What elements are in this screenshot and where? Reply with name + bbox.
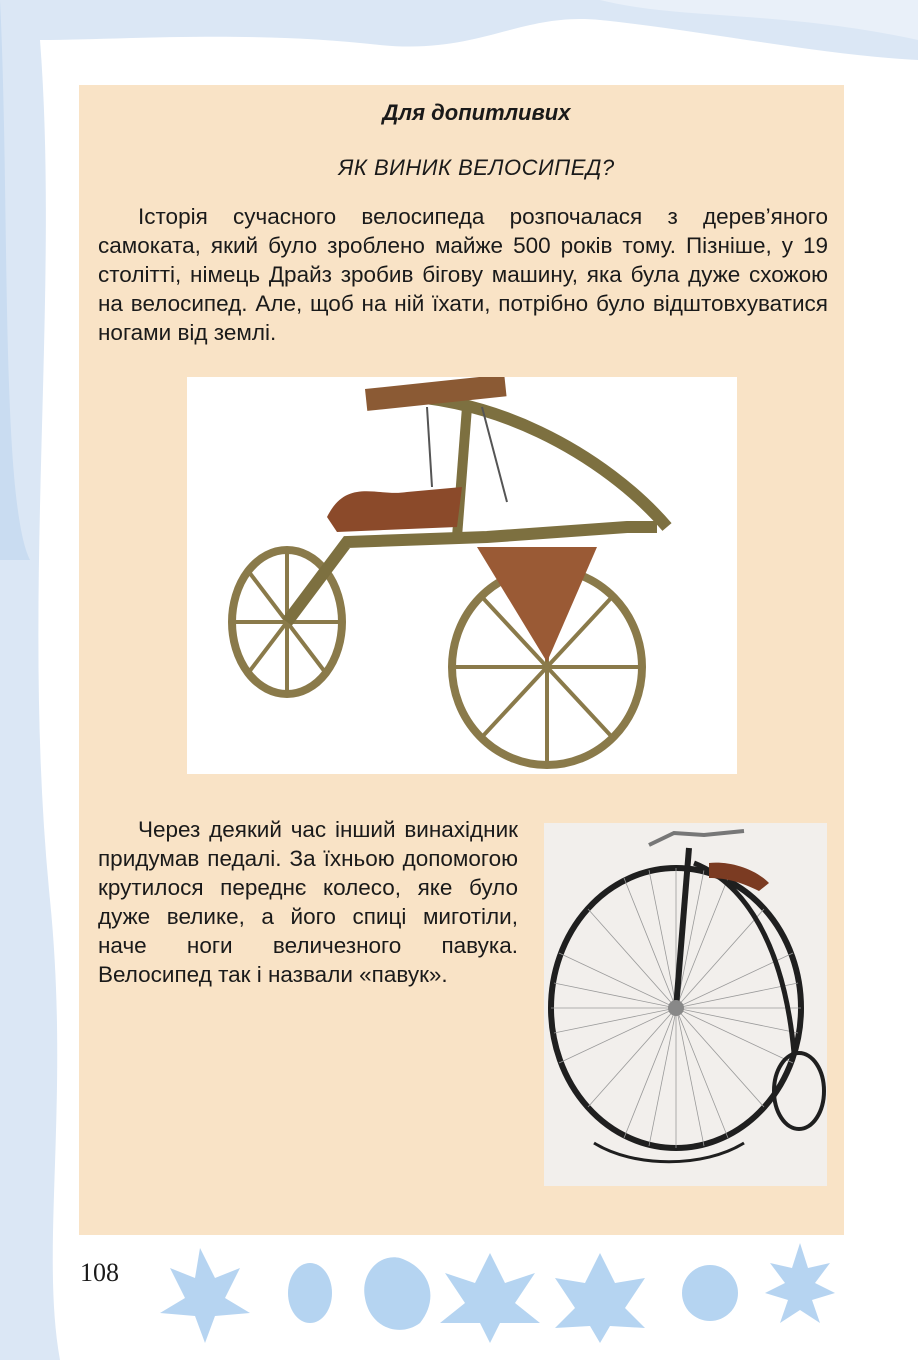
info-panel bbox=[79, 85, 844, 1235]
paragraph-history: Історія сучасного велосипеда розпочалася з дерев’яного самоката, який було зроблено майже 500 років тому. Пізніше, у 19 столітті, німець Драйз зробив бігову машину, яка була дуже схожою на велосипед. Але, щоб на ній їхати, потрібно було відштовхуватися ногами від землі. bbox=[98, 204, 828, 345]
paragraph-pedals: Через деякий час інший винахідник придумав педалі. За їхньою допомогою крутилося переднє колесо, яке було дуже велике, а його спиці миготіли, наче ноги величезного павука. Велосипед так і назвали «павук». bbox=[98, 817, 518, 987]
penny-farthing-photo bbox=[544, 823, 827, 1186]
wooden-draisine-photo bbox=[187, 377, 737, 774]
page-number: 108 bbox=[80, 1258, 119, 1287]
leaf-border-decoration bbox=[160, 1238, 860, 1348]
article-title: ЯК ВИНИК ВЕЛОСИПЕД? bbox=[338, 155, 615, 180]
section-label: Для допитливих bbox=[382, 100, 571, 125]
